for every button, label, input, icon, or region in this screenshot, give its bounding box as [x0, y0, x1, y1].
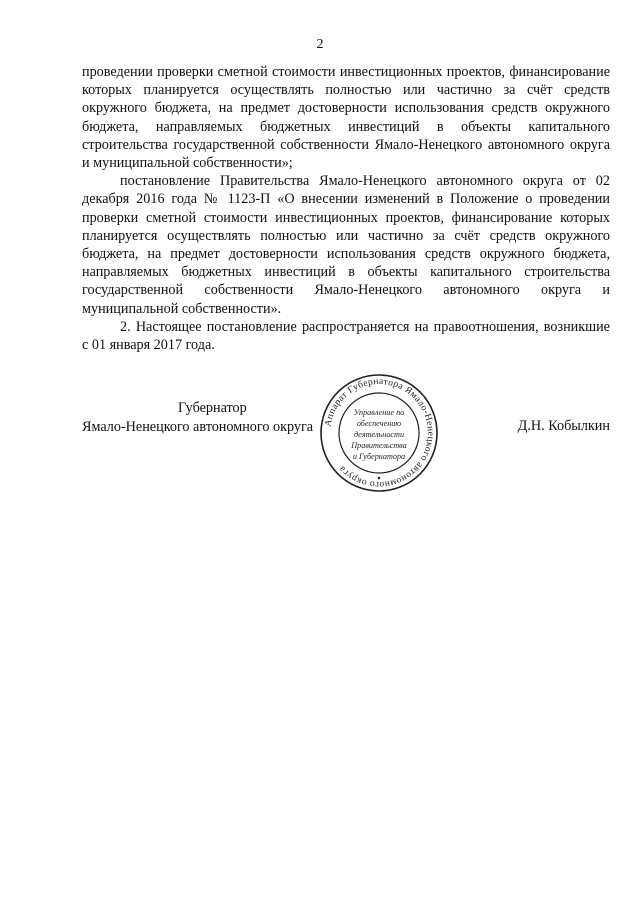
official-seal-stamp: [318, 372, 440, 494]
document-body: [82, 63, 610, 354]
seal-inner-line: Правительства: [351, 441, 407, 450]
signatory-title: Губернатор: [178, 400, 247, 416]
paragraph-effective-date: 2. Настоящее постановление распространяется на правоотношения, возникшие с 01 января 2017 года.: [82, 318, 610, 354]
seal-inner-line: деятельности: [353, 430, 405, 439]
seal-inner-line: и Губернатора: [352, 452, 406, 461]
signatory-name: Д.Н. Кобылкин: [517, 418, 610, 434]
seal-inner-line: обеспечению: [356, 419, 402, 428]
seal-dot-icon: [378, 477, 381, 480]
seal-outer-text: Аппарат Губернатора Ямало-Ненецкого автономного округа: [323, 376, 436, 490]
page-number: 2: [316, 37, 324, 52]
paragraph-continuation: проведении проверки сметной стоимости инвестиционных проектов, финансирование которых планируется осуществлять полностью или частично за счёт средств окружного бюджета, на предмет достоверности использования средств окружного бюджета, направляемых бюджетных инвестиций в объекты капитального строительства государственной собственности Ямало-Ненецкого автономного округа и муниципальной собственности»;: [82, 64, 610, 172]
paragraph-resolution-reference: постановление Правительства Ямало-Ненецкого автономного округа от 02 декабря 2016 года № 1123-П «О внесении изменений в Положение о проведении проверки сметной стоимости инвестиционных проектов, финансирование которых планируется осуществлять полностью или частично за счёт средств окружного бюджета, на предмет достоверности использования средств окружного бюджета, направляемых бюджетных инвестиций в объекты капитального строительства государственной собственности Ямало-Ненецкого автономного округа и муниципальной собственности».: [82, 173, 610, 317]
signatory-position: [82, 399, 342, 436]
signatory-organization: Ямало-Ненецкого автономного округа: [82, 418, 314, 435]
seal-inner-line: Управление по: [353, 408, 405, 417]
